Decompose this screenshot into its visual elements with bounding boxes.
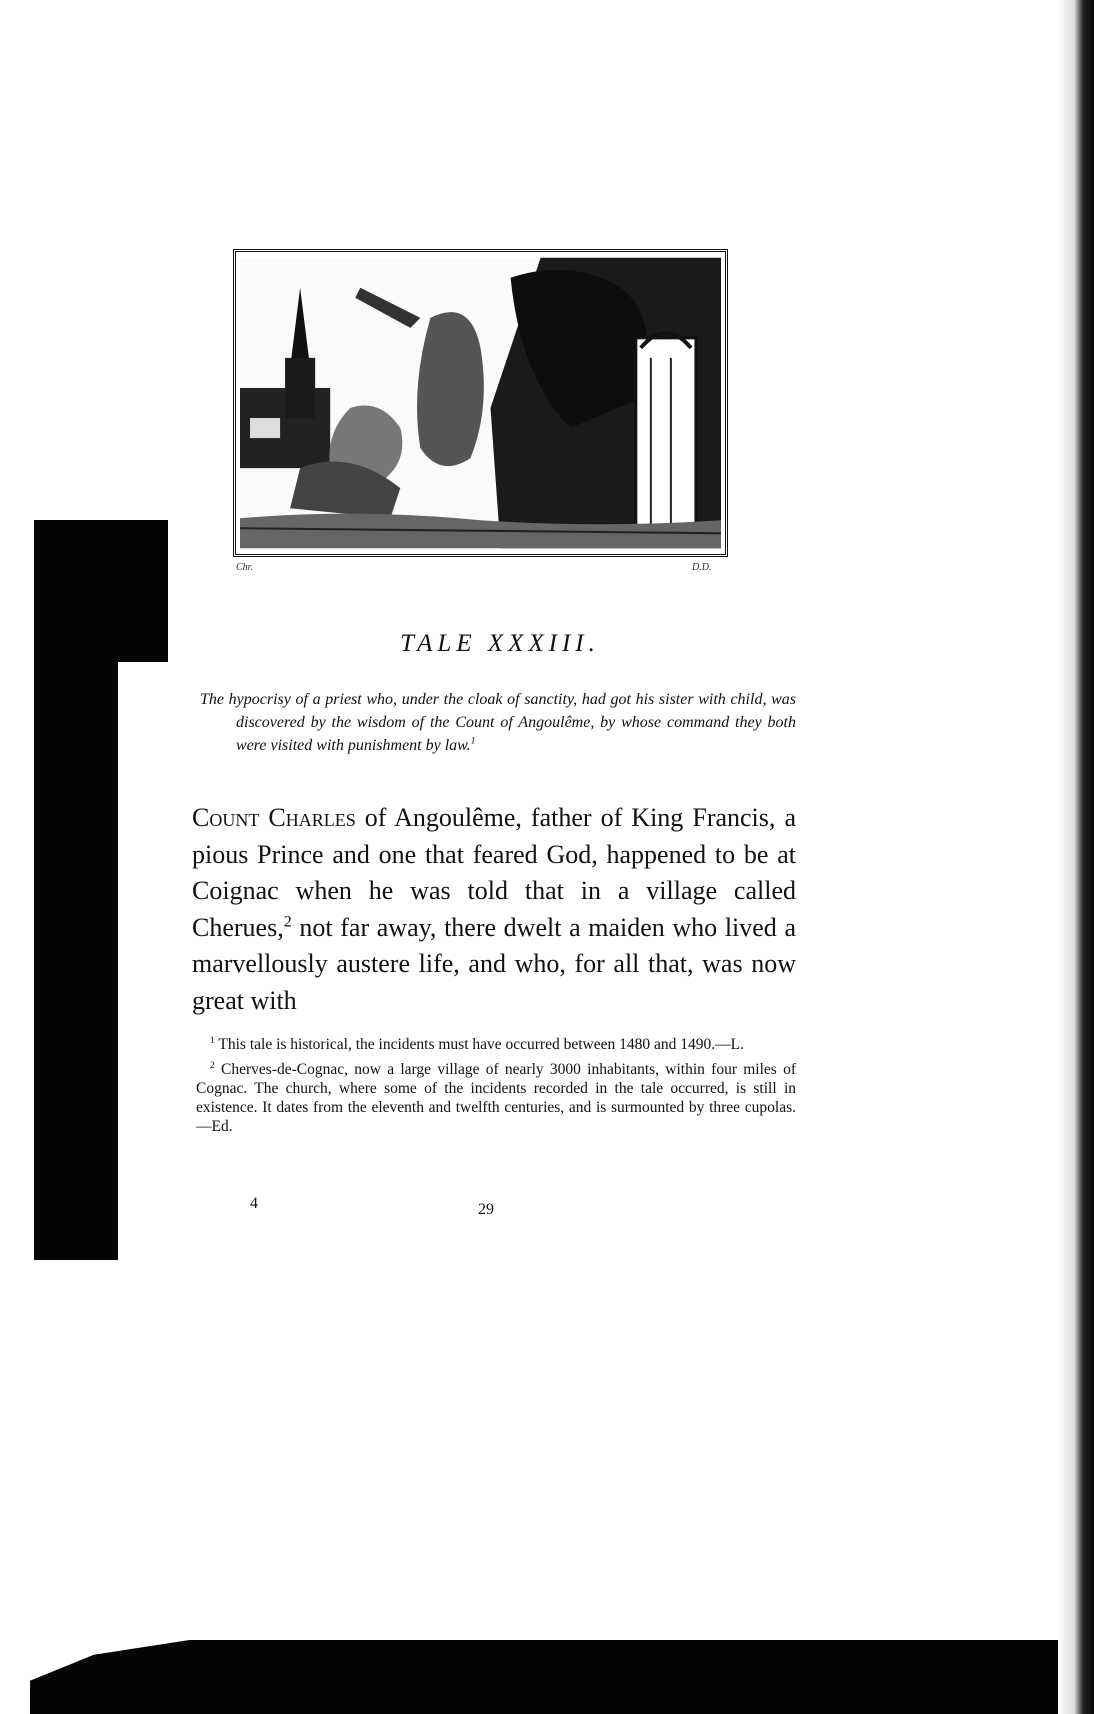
body-part-1: of Angoulême, father of King Francis, a pious Prince and one that feared God, happened to be at Coignac when he was told that in a village called Cherues, — [192, 803, 796, 942]
tale-title: TALE XXXIII. — [400, 630, 600, 657]
footnote — [196, 1036, 796, 1055]
scan-shadow-bottom — [30, 1640, 1094, 1714]
page-number: 29 — [478, 1201, 494, 1218]
summary-text: The hypocrisy of a priest who, under the cloak of sanctity, had got his sister with child, was discovered by the wisdom of the Count of Angoulême, by whose command they both were visited with punishment by law. — [200, 691, 796, 755]
tale-summary — [200, 688, 796, 758]
footnote-text: This tale is historical, the incidents must have occurred between 1480 and 1490.—L. — [214, 1036, 744, 1053]
footnotes — [196, 1036, 796, 1143]
engraving-illustration — [240, 256, 721, 550]
footnote-marker: 1 — [210, 1034, 215, 1046]
tale-body — [192, 800, 796, 1019]
footnote — [196, 1061, 796, 1137]
signature-mark: 4 — [250, 1195, 258, 1212]
footnote-marker: 2 — [210, 1059, 215, 1071]
footnote-ref-2: 2 — [283, 912, 292, 930]
scan-edge-right — [1058, 0, 1094, 1714]
footnote-ref-1: 1 — [470, 736, 476, 748]
plate-credit-left: Chr. — [236, 562, 253, 573]
body-part-2: not far away, there dwelt a maiden who lived a marvellously austere life, and who, for all that, was now great with — [192, 912, 796, 1015]
scan-shadow-gap — [118, 662, 168, 1260]
engraving-plate — [233, 249, 728, 557]
body-lead: Count Charles — [192, 803, 356, 832]
footnote-text: Cherves-de-Cognac, now a large village of nearly 3000 inhabitants, within four miles of Cognac. The church, where some of the incidents recorded in the tale occurred, is still in existence. It dates from the eleventh and twelfth centuries, and is surmounted by three cupolas.—Ed. — [196, 1060, 796, 1135]
plate-credit-right: D.D. — [692, 562, 712, 573]
